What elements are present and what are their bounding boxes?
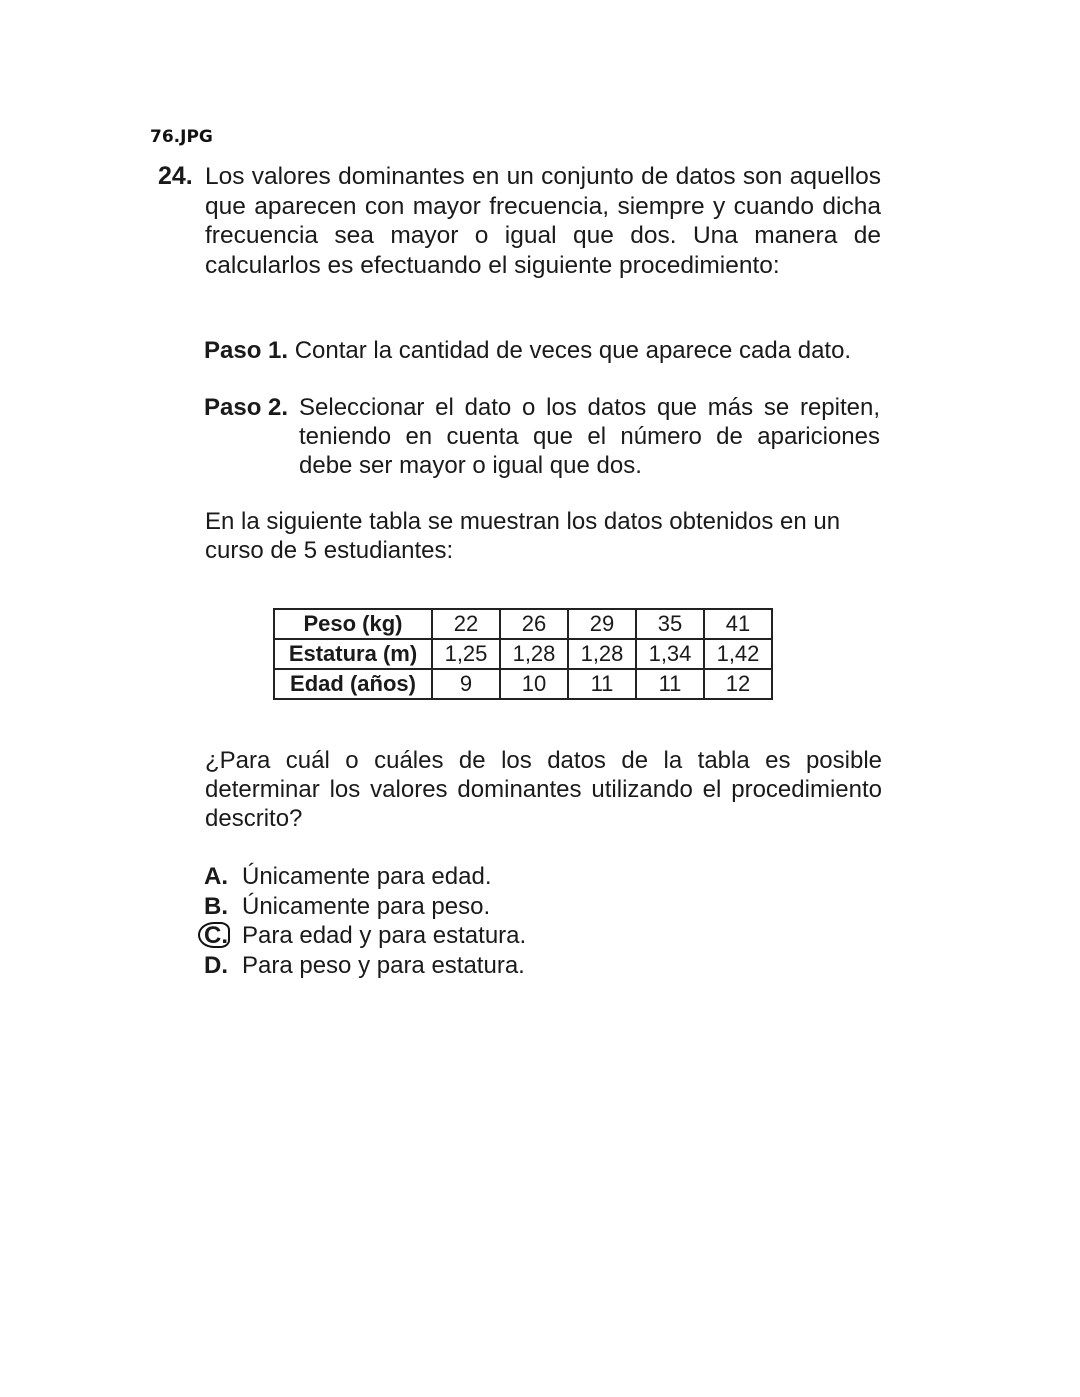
option-text: Únicamente para edad. <box>242 863 492 890</box>
question-prompt: ¿Para cuál o cuáles de los datos de la tabla es posible determinar los valores dominantes utilizando el procedimiento descrito? <box>205 747 882 832</box>
table-cell: 1,28 <box>500 639 568 669</box>
row-header: Peso (kg) <box>274 609 432 639</box>
option-c[interactable] <box>204 921 526 951</box>
table-cell: 41 <box>704 609 772 639</box>
table-row-estatura <box>274 639 772 669</box>
table-cell: 9 <box>432 669 500 699</box>
table-cell: 1,42 <box>704 639 772 669</box>
step-2-text: Seleccionar el dato o los datos que más se repiten, teniendo en cuenta que el número de apariciones debe ser mayor o igual que dos. <box>299 394 880 479</box>
table-cell: 10 <box>500 669 568 699</box>
data-table <box>273 608 773 700</box>
option-letter: A. <box>204 863 228 890</box>
question-text: Los valores dominantes en un conjunto de datos son aquellos que aparecen con mayor frecuencia, siempre y cuando dicha frecuencia sea mayor o igual que dos. Una manera de calcularlos es efectuando el siguiente procedimiento: <box>205 163 881 279</box>
row-header: Estatura (m) <box>274 639 432 669</box>
table-cell: 11 <box>636 669 704 699</box>
option-b[interactable] <box>204 892 526 922</box>
option-text: Únicamente para peso. <box>242 892 491 920</box>
option-text: Para peso y para estatura. <box>242 951 525 979</box>
table-cell: 22 <box>432 609 500 639</box>
table-cell: 29 <box>568 609 636 639</box>
question-number: 24. <box>158 162 193 190</box>
option-letter: D. <box>204 951 228 979</box>
option-letter: B. <box>204 892 228 920</box>
option-text: Para edad y para estatura. <box>242 922 527 949</box>
table-intro: En la siguiente tabla se muestran los datos obtenidos en un curso de 5 estudiantes: <box>205 508 841 564</box>
table-cell: 11 <box>568 669 636 699</box>
table-cell: 26 <box>500 609 568 639</box>
table-cell: 1,28 <box>568 639 636 669</box>
table-row-edad <box>274 669 772 699</box>
table-cell: 12 <box>704 669 772 699</box>
step-2-label: Paso 2. <box>204 394 289 421</box>
step-2 <box>204 393 880 480</box>
option-letter-selected <box>204 921 242 951</box>
step-1-text: Contar la cantidad de veces que aparece cada dato. <box>294 337 852 364</box>
step-1 <box>204 336 904 365</box>
option-letter-text: C. <box>204 922 228 949</box>
file-label: 76.JPG <box>150 127 213 147</box>
table-row-peso <box>274 609 772 639</box>
table-cell: 35 <box>636 609 704 639</box>
step-1-label: Paso 1. <box>204 337 289 364</box>
option-d[interactable] <box>204 951 526 981</box>
selected-circle-mark <box>198 922 230 948</box>
row-header: Edad (años) <box>274 669 432 699</box>
table-cell: 1,25 <box>432 639 500 669</box>
answer-options <box>204 862 526 980</box>
table-cell: 1,34 <box>636 639 704 669</box>
option-a[interactable] <box>204 862 526 892</box>
